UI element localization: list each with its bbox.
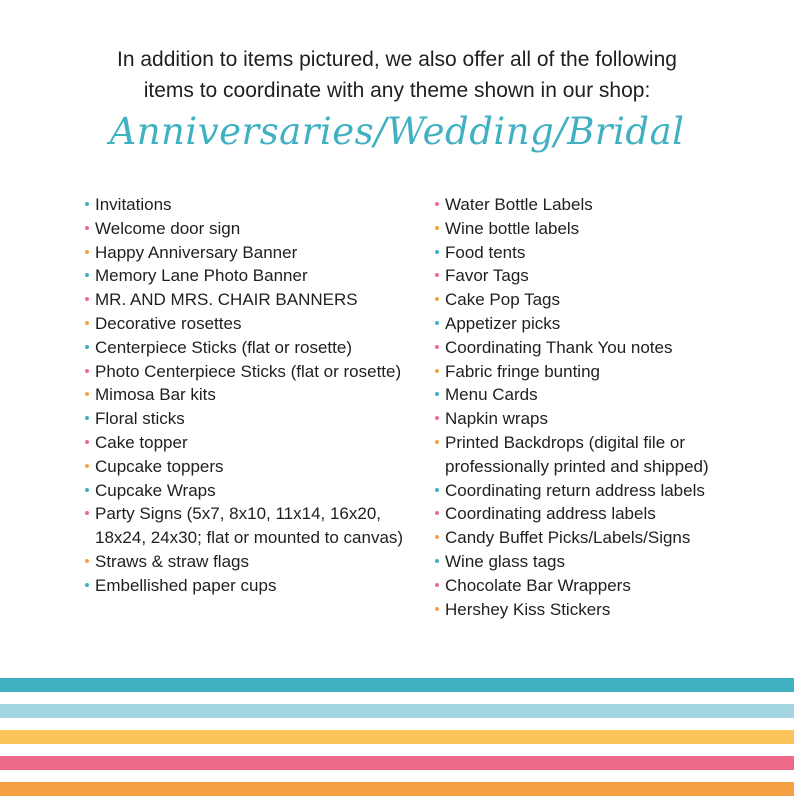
list-item — [434, 360, 764, 384]
list-item-label: Memory Lane Photo Banner — [95, 266, 308, 286]
list-item — [434, 550, 764, 574]
stripe-yellow — [0, 730, 794, 744]
bullet-dot-icon — [435, 416, 439, 420]
list-item-label: Mimosa Bar kits — [95, 385, 216, 405]
list-item — [84, 383, 414, 407]
bullet-dot-icon — [85, 273, 89, 277]
bullet-dot-icon — [85, 440, 89, 444]
list-item-label: Favor Tags — [445, 266, 529, 286]
list-item — [434, 479, 764, 503]
list-item — [84, 574, 414, 598]
bullet-dot-icon — [435, 392, 439, 396]
bullet-dot-icon — [435, 202, 439, 206]
list-item-label: Candy Buffet Picks/Labels/Signs — [445, 528, 691, 548]
list-item-label: Decorative rosettes — [95, 313, 242, 333]
intro-text — [0, 44, 794, 106]
list-item — [84, 193, 414, 217]
list-item-label: Chocolate Bar Wrappers — [445, 575, 631, 595]
stripe-light-blue — [0, 704, 794, 718]
list-item-label: Food tents — [445, 242, 526, 262]
bullet-dot-icon — [435, 559, 439, 563]
list-item — [84, 336, 414, 360]
list-item — [434, 407, 764, 431]
list-item-label: Invitations — [95, 195, 172, 214]
list-item — [434, 312, 764, 336]
list-item-label: Coordinating return address labels — [445, 480, 705, 500]
bullet-dot-icon — [85, 392, 89, 396]
list-item — [434, 526, 764, 550]
stripe-pink — [0, 756, 794, 770]
list-item-label: Straws & straw flags — [95, 551, 249, 571]
list-item — [84, 360, 414, 384]
bullet-dot-icon — [85, 511, 89, 515]
bullet-dot-icon — [435, 250, 439, 254]
bullet-dot-icon — [85, 464, 89, 468]
stripe-teal — [0, 678, 794, 692]
list-item — [434, 217, 764, 241]
intro-line-1: In addition to items pictured, we also offer all of the following — [117, 48, 677, 71]
list-item-label: Appetizer picks — [445, 313, 561, 333]
bullet-dot-icon — [435, 583, 439, 587]
list-item-label: MR. AND MRS. CHAIR BANNERS — [95, 290, 358, 310]
left-item-list — [84, 193, 414, 598]
list-item — [84, 455, 414, 479]
list-item-label: Coordinating address labels — [445, 504, 656, 524]
bullet-dot-icon — [435, 369, 439, 373]
list-item-label: Photo Centerpiece Sticks (flat or rosette) — [95, 361, 402, 381]
list-item — [434, 598, 764, 622]
list-item — [434, 336, 764, 360]
list-item — [84, 264, 414, 288]
bullet-dot-icon — [435, 535, 439, 539]
bullet-dot-icon — [85, 250, 89, 254]
right-item-list — [434, 193, 764, 621]
list-item — [84, 550, 414, 574]
list-item-label: Welcome door sign — [95, 218, 241, 238]
bullet-dot-icon — [435, 273, 439, 277]
bullet-dot-icon — [85, 488, 89, 492]
bullet-dot-icon — [435, 226, 439, 230]
list-item-label: Menu Cards — [445, 385, 538, 405]
list-item-label: Cake topper — [95, 432, 188, 452]
list-item-label: Party Signs (5x7, 8x10, 11x14, 16x20, 18x24, 24x30; flat or mounted to canvas) — [95, 504, 404, 548]
list-item — [434, 241, 764, 265]
list-item — [434, 574, 764, 598]
theme-heading: Anniversaries/Wedding/Bridal — [109, 110, 685, 153]
list-item-label: Floral sticks — [95, 409, 185, 429]
list-item — [434, 431, 764, 479]
list-item-label: Hershey Kiss Stickers — [445, 599, 611, 619]
list-item — [84, 241, 414, 265]
bullet-dot-icon — [85, 297, 89, 301]
list-item — [84, 431, 414, 455]
list-item — [84, 217, 414, 241]
list-item — [84, 407, 414, 431]
list-item-label: Fabric fringe bunting — [445, 361, 600, 381]
list-item-label: Printed Backdrops (digital file or professionally printed and shipped) — [445, 432, 709, 476]
list-item — [434, 288, 764, 312]
bullet-dot-icon — [85, 321, 89, 325]
intro-line-2: items to coordinate with any theme shown in our shop: — [143, 79, 651, 102]
bullet-dot-icon — [435, 511, 439, 515]
list-item — [84, 288, 414, 312]
list-item — [84, 502, 414, 550]
bullet-dot-icon — [435, 488, 439, 492]
list-item-label: Wine glass tags — [445, 551, 565, 571]
list-item-label: Centerpiece Sticks (flat or rosette) — [95, 337, 352, 357]
bullet-dot-icon — [85, 583, 89, 587]
list-item — [434, 264, 764, 288]
bullet-dot-icon — [435, 345, 439, 349]
bullet-dot-icon — [85, 345, 89, 349]
list-item-label: Happy Anniversary Banner — [95, 242, 298, 262]
list-item-label: Coordinating Thank You notes — [445, 337, 673, 357]
list-item — [84, 479, 414, 503]
bullet-dot-icon — [435, 440, 439, 444]
list-item-label: Napkin wraps — [445, 409, 548, 429]
list-item-label: Embellished paper cups — [95, 575, 277, 595]
list-item-label: Water Bottle Labels — [445, 195, 593, 214]
list-item — [434, 193, 764, 217]
bullet-dot-icon — [85, 202, 89, 206]
bullet-dot-icon — [85, 416, 89, 420]
list-item-label: Cake Pop Tags — [445, 290, 560, 310]
list-item-label: Cupcake toppers — [95, 456, 224, 476]
list-item-label: Cupcake Wraps — [95, 480, 216, 500]
bullet-dot-icon — [435, 297, 439, 301]
bullet-dot-icon — [85, 369, 89, 373]
list-item — [84, 312, 414, 336]
bullet-dot-icon — [85, 559, 89, 563]
bullet-dot-icon — [85, 226, 89, 230]
bullet-dot-icon — [435, 321, 439, 325]
list-item-label: Wine bottle labels — [445, 218, 580, 238]
list-item — [434, 502, 764, 526]
list-item — [434, 383, 764, 407]
bullet-dot-icon — [435, 607, 439, 611]
